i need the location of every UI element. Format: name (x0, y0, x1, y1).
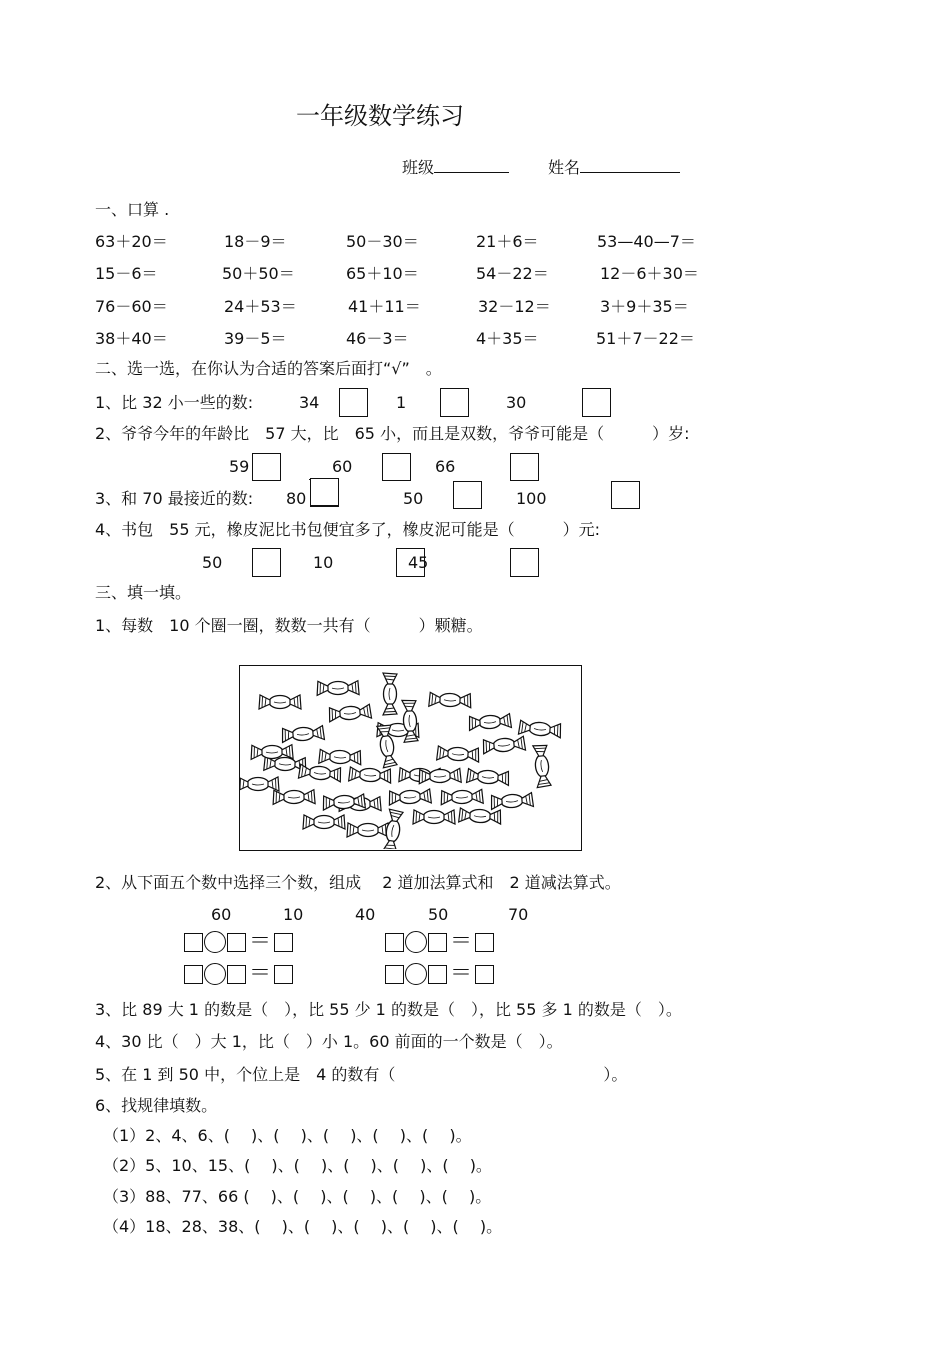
mental-math-item: 38＋40＝ (95, 329, 168, 348)
equals-sign: ＝ (249, 929, 272, 954)
result-box[interactable] (274, 965, 293, 984)
equation-template-1[interactable] (184, 931, 293, 953)
section2-heading: 二、选一选，在你认为合适的答案后面打“√” 。 (95, 359, 442, 378)
name-field[interactable] (548, 156, 680, 178)
candy-icon (282, 726, 325, 743)
pattern-row-2: （2）5、10、15、( )、( )、( )、( )、( )。 (103, 1156, 492, 1175)
operand-box[interactable] (385, 965, 404, 984)
mental-math-item: 39－5＝ (224, 329, 287, 348)
q2-2-answer-box-2[interactable] (382, 453, 411, 481)
equation-template-2[interactable] (385, 931, 494, 953)
mental-math-item: 32－12＝ (478, 297, 551, 316)
q2-2-answer-box-1[interactable] (252, 453, 281, 481)
q2-2-option-2: 60 (332, 457, 353, 476)
candy-icon (441, 789, 483, 804)
q3-2-number-3: 40 (355, 905, 376, 924)
candy-icon (383, 673, 397, 715)
equals-sign: ＝ (249, 961, 272, 986)
candy-icon (467, 769, 510, 786)
page-title: 一年级数学练习 (296, 102, 464, 130)
q2-3-answer-box-2[interactable] (453, 481, 482, 509)
mental-math-item: 54－22＝ (476, 264, 549, 283)
q2-3-option-3: 100 (516, 489, 547, 508)
operand-box[interactable] (184, 965, 203, 984)
q2-1-answer-box-1[interactable] (339, 388, 368, 417)
mental-math-item: 63＋20＝ (95, 232, 168, 251)
q3-2-number-1: 60 (211, 905, 232, 924)
operator-circle[interactable] (405, 931, 427, 953)
section1-heading: 一、口算 . (95, 200, 170, 219)
q2-4-text: 4、书包 55 元，橡皮泥比书包便宜多了，橡皮泥可能是（ ）元: (95, 520, 601, 539)
mental-math-item: 46－3＝ (346, 329, 409, 348)
q2-4-option-2: 10 (313, 553, 334, 572)
q2-3-text: 3、和 70 最接近的数: (95, 489, 254, 508)
q2-1-answer-box-3[interactable] (582, 388, 611, 417)
mental-math-item: 65＋10＝ (346, 264, 419, 283)
q2-3-answer-box-3[interactable] (611, 481, 640, 509)
candy-icon (298, 764, 341, 782)
mental-math-item: 21＋6＝ (476, 232, 539, 251)
operator-circle[interactable] (204, 963, 226, 985)
q3-2-text: 2、从下面五个数中选择三个数，组成 2 道加法算式和 2 道减法算式。 (95, 873, 621, 892)
q2-3-option-1: 80 (286, 489, 307, 508)
candy-icon (347, 823, 389, 837)
q2-4-answer-box-3[interactable] (510, 548, 539, 577)
name-label: 姓名 (548, 158, 581, 177)
q2-1-text: 1、比 32 小一些的数: (95, 393, 254, 412)
q3-6-text: 6、找规律填数。 (95, 1096, 218, 1115)
candy-icon (482, 736, 525, 754)
candy-illustration (240, 666, 580, 849)
mental-math-item: 76－60＝ (95, 297, 168, 316)
mental-math-item: 3＋9＋35＝ (600, 297, 689, 316)
q2-3-option-2: 50 (403, 489, 424, 508)
q2-3-answer-box-1[interactable] (310, 478, 339, 507)
candy-icon (469, 714, 512, 731)
q3-3-text: 3、比 89 大 1 的数是（ ），比 55 少 1 的数是（ ），比 55 多 1 的数是（ ）。 (95, 1000, 682, 1019)
q2-2-text: 2、爷爷今年的年龄比 57 大，比 65 小，而且是双数，爷爷可能是（ ）岁: (95, 424, 690, 443)
mental-math-item: 4＋35＝ (476, 329, 539, 348)
operand-box[interactable] (227, 933, 246, 952)
section3-heading: 三、填一填。 (95, 583, 192, 602)
candy-icon (349, 767, 392, 783)
q3-1-text: 1、每数 10 个圈一圈，数数一共有（ ）颗糖。 (95, 616, 483, 635)
mental-math-item: 18－9＝ (224, 232, 287, 251)
mental-math-item: 24＋53＝ (224, 297, 297, 316)
class-label: 班级 (402, 158, 435, 177)
result-box[interactable] (475, 933, 494, 952)
pattern-row-1: （1）2、4、6、( )、( )、( )、( )、( )。 (103, 1126, 472, 1145)
candy-icon (491, 793, 534, 810)
candy-icon (328, 704, 371, 722)
q3-2-number-4: 50 (428, 905, 449, 924)
q3-2-number-2: 10 (283, 905, 304, 924)
q2-1-option-3: 30 (506, 393, 527, 412)
mental-math-item: 41＋11＝ (348, 297, 421, 316)
candy-icon (518, 720, 561, 738)
candy-icon (389, 789, 432, 805)
equals-sign: ＝ (450, 929, 473, 954)
q3-4-text: 4、30 比（ ）大 1，比（ ）小 1。60 前面的一个数是（ ）。 (95, 1032, 563, 1051)
q2-4-option-3: 45 (408, 553, 429, 572)
result-box[interactable] (274, 933, 293, 952)
result-box[interactable] (475, 965, 494, 984)
q2-2-answer-box-3[interactable] (510, 453, 539, 481)
candy-picture-frame (239, 665, 582, 851)
operand-box[interactable] (385, 933, 404, 952)
mental-math-item: 50＋50＝ (222, 264, 295, 283)
candy-icon (303, 815, 345, 829)
mental-math-item: 50－30＝ (346, 232, 419, 251)
mental-math-item: 15－6＝ (95, 264, 158, 283)
pattern-row-4: （4）18、28、38、( )、( )、( )、( )、( )。 (103, 1217, 503, 1236)
candy-icon (429, 692, 471, 707)
q2-1-option-2: 1 (396, 393, 407, 412)
operator-circle[interactable] (405, 963, 427, 985)
candy-icon (459, 808, 502, 824)
candy-icon (533, 744, 551, 787)
candy-icon (317, 681, 359, 696)
candy-icon (319, 749, 361, 764)
q2-2-option-1: 59 (229, 457, 250, 476)
candy-icon (273, 790, 315, 805)
q2-1-option-1: 34 (299, 393, 320, 412)
mental-math-item: 12－6＋30＝ (600, 264, 699, 283)
class-blank[interactable] (434, 156, 509, 173)
pattern-row-3: （3）88、77、66 ( )、( )、( )、( )、( )。 (103, 1187, 492, 1206)
q3-5-text: 5、在 1 到 50 中，个位上是 4 的数有（ ）。 (95, 1065, 628, 1084)
q2-1-answer-box-2[interactable] (440, 388, 469, 417)
q3-2-number-5: 70 (508, 905, 529, 924)
equation-template-3[interactable] (184, 963, 293, 985)
candy-icon (259, 695, 301, 709)
operand-box[interactable] (428, 933, 447, 952)
q2-2-option-3: 66 (435, 457, 456, 476)
equals-sign: ＝ (450, 961, 473, 986)
operand-box[interactable] (184, 933, 203, 952)
mental-math-item: 53—40—7＝ (597, 232, 696, 251)
q2-4-option-1: 50 (202, 553, 223, 572)
equation-template-4[interactable] (385, 963, 494, 985)
operand-box[interactable] (428, 965, 447, 984)
candy-icon (240, 777, 279, 791)
mental-math-item: 51＋7－22＝ (596, 329, 695, 348)
name-blank[interactable] (580, 156, 680, 173)
operand-box[interactable] (227, 965, 246, 984)
class-field[interactable] (402, 156, 509, 178)
q2-4-answer-box-1[interactable] (252, 548, 281, 577)
operator-circle[interactable] (204, 931, 226, 953)
candy-icon (437, 746, 480, 762)
candy-icon (413, 810, 455, 824)
